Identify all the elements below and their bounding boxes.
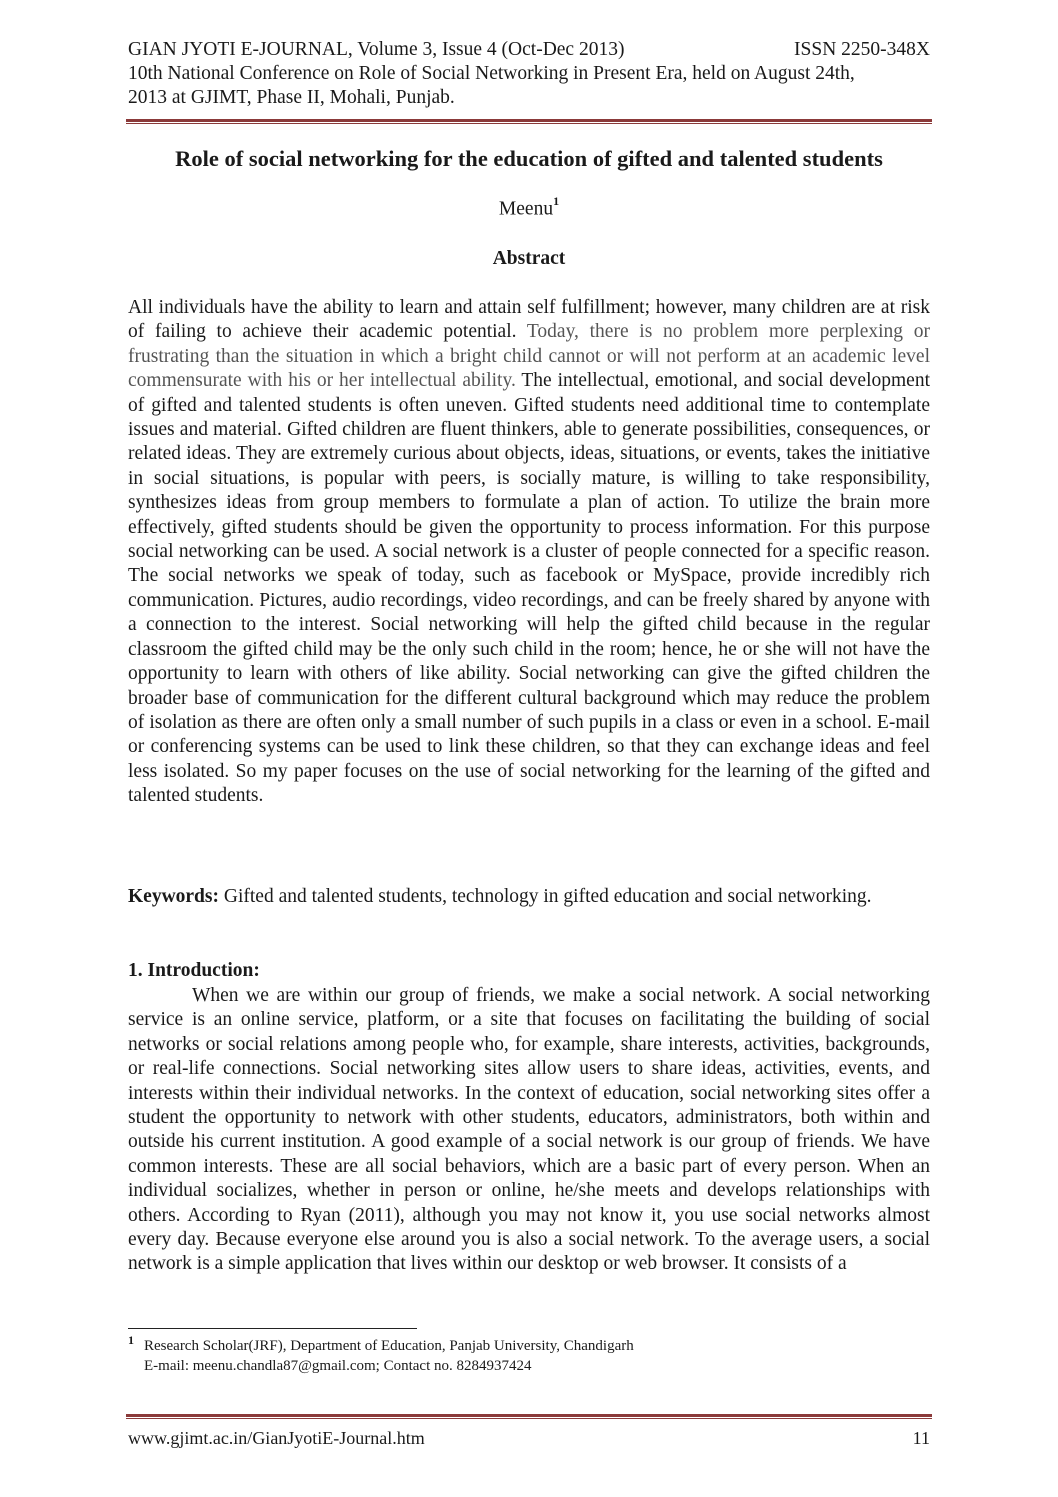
paper-title: Role of social networking for the education of gifted and talented students bbox=[175, 146, 883, 171]
keywords-label: Keywords: bbox=[128, 886, 219, 907]
footer-rule bbox=[126, 1414, 932, 1419]
abstract-text-2: Today, there is no problem more perplexing or frustrating than the situation in which a bright child cannot or will not perform at an academic level commensurate with his or her intellectual ability. bbox=[128, 321, 930, 392]
footnote-mark: 1 bbox=[128, 1333, 134, 1347]
conference-line-1: 10th National Conference on Role of Social Networking in Present Era, held on August 24th, bbox=[128, 63, 855, 84]
header-rule bbox=[126, 119, 932, 124]
running-header bbox=[128, 38, 930, 110]
abstract-text-3: The intellectual, emotional, and social development of gifted and talented students is often uneven. Gifted students need additional time to contemplate issues and material. Gifted children are fluent thinkers, able to generate possibilities, consequences, or related ideas. They are extremely curious about objects, ideas, situations, or events, takes the initiative in social situations, is popular with peers, is socially mature, is willing to take responsibility, synthesizes ideas from group members to formulate a plan of action. To utilize the brain more effectively, gifted students should be given the opportunity to process information. For this purpose social networking can be used. A social network is a cluster of people connected for a specific reason. The social networks we speak of today, such as facebook or MySpace, provide incredibly rich communication. Pictures, audio recordings, video recordings, and can be freely shared by anyone with a connection to the interest. Social networking will help the gifted child because in the regular classroom the gifted child may be the only such child in the room; hence, he or she will not have the opportunity to learn with others of like ability. Social networking can give the gifted children the broader base of communication for the different cultural background which may reduce the problem of isolation as there are often only a small number of such pupils in a class or even in a school. E-mail or conferencing systems can be used to link these children, so that they can exchange ideas and feel less isolated. So my paper focuses on the use of social networking for the learning of the gifted and talented students. bbox=[128, 370, 930, 807]
author-name: Meenu bbox=[498, 198, 554, 220]
journal-url: www.gjimt.ac.in/GianJyotiE-Journal.htm bbox=[128, 1428, 425, 1448]
author-line bbox=[0, 196, 1058, 221]
footnote-affiliation: Research Scholar(JRF), Department of Education, Panjab University, Chandigarh bbox=[144, 1338, 634, 1354]
page-number: 11 bbox=[912, 1428, 930, 1448]
abstract-heading: Abstract bbox=[492, 248, 566, 269]
author-footnote-mark: 1 bbox=[553, 194, 560, 208]
abstract-body bbox=[128, 296, 930, 809]
keywords-text: Gifted and talented students, technology in gifted education and social networking. bbox=[219, 886, 872, 907]
keywords bbox=[128, 885, 930, 909]
introduction-heading: 1. Introduction: bbox=[128, 960, 260, 981]
footnote bbox=[128, 1333, 634, 1376]
issn: ISSN 2250-348X bbox=[794, 39, 930, 60]
footnote-rule bbox=[128, 1328, 417, 1329]
conference-line-2: 2013 at GJIMT, Phase II, Mohali, Punjab. bbox=[128, 87, 455, 108]
journal-citation: GIAN JYOTI E-JOURNAL, Volume 3, Issue 4 (Oct-Dec 2013) bbox=[128, 39, 625, 60]
running-footer bbox=[128, 1428, 930, 1449]
abstract-text-1: All individuals have the ability to learn and attain self fulfillment; however, many children are at risk of failing to achieve their academic potential. bbox=[128, 297, 930, 343]
introduction-body: When we are within our group of friends, we make a social network. A social networking service is an online service, platform, or a site that focuses on facilitating the building of social networks or social relations among people who, for example, share interests, activities, backgrounds, or real-life connections. Social networking sites allow users to share ideas, activities, events, and interests within their individual networks. In the context of education, social networking sites offer a student the opportunity to network with other students, educators, administrators, both within and outside his current institution. A good example of a social network is our group of friends. We have common interests. These are all social behaviors, which are a basic part of every person. When an individual socializes, whether in person or online, he/she meets and develops relationships with others. According to Ryan (2011), although you may not know it, you use social networks almost every day. Because everyone else around you is also a social network. To the average users, a social network is a simple application that lives within our desktop or web browser. It consists of a bbox=[128, 985, 930, 1275]
footnote-contact: E-mail: meenu.chandla87@gmail.com; Contact no. 8284937424 bbox=[144, 1358, 532, 1374]
